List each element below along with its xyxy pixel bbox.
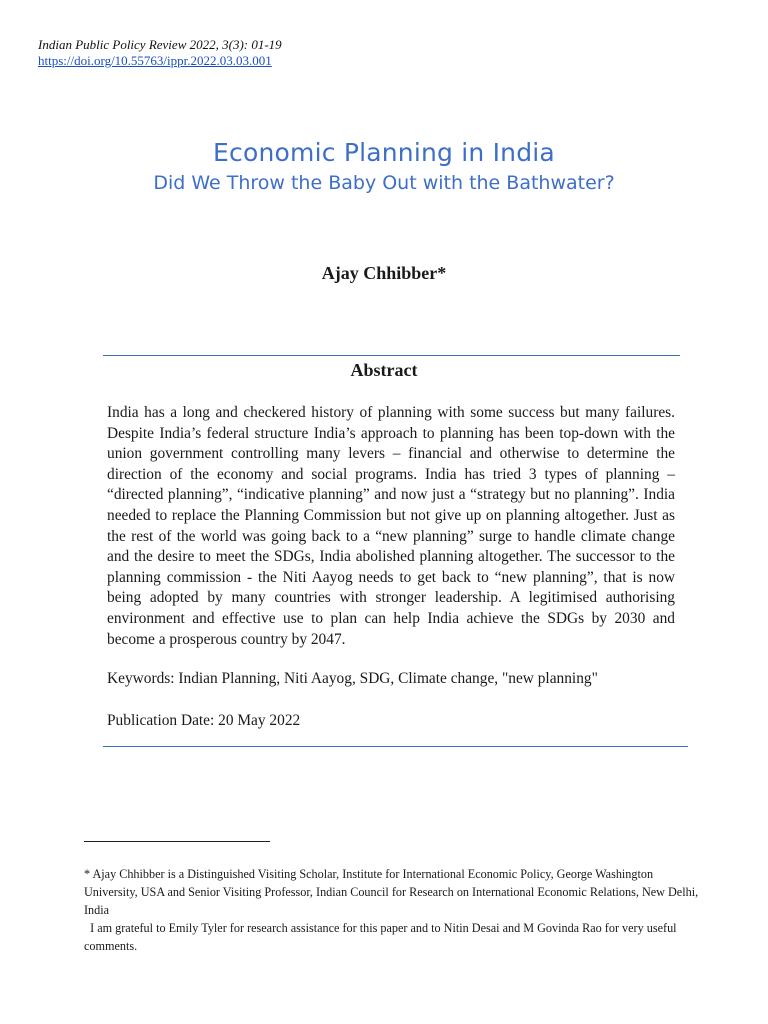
publication-date: Publication Date: 20 May 2022 bbox=[107, 712, 301, 729]
doi-link[interactable]: https://doi.org/10.55763/ippr.2022.03.03.001 bbox=[38, 53, 272, 68]
acknowledgement-footnote: I am grateful to Emily Tyler for research assistance for this paper and to Nitin Desai and M Govinda Rao for very useful comments. bbox=[84, 921, 680, 953]
author-footnote: * Ajay Chhibber is a Distinguished Visiting Scholar, Institute for International Economic Policy, George Washington University, USA and Senior Visiting Professor, Indian Council for Research on International Economic Relations, New Delhi, India bbox=[84, 867, 699, 917]
keywords: Keywords: Indian Planning, Niti Aayog, SDG, Climate change, "new planning" bbox=[107, 670, 598, 687]
abstract-heading: Abstract bbox=[350, 360, 418, 380]
author-name: Ajay Chhibber* bbox=[321, 263, 447, 283]
paper-title: Economic Planning in India bbox=[213, 138, 555, 167]
journal-citation: Indian Public Policy Review 2022, 3(3): 01-19 bbox=[38, 37, 282, 52]
abstract-bottom-divider bbox=[103, 746, 688, 747]
paper-subtitle: Did We Throw the Baby Out with the Bathwater? bbox=[153, 172, 615, 194]
abstract-body: India has a long and checkered history of planning with some success but many failures. Despite India’s federal structure India’s approach to planning has been top-down with the union government controlling many levers – financial and otherwise to determine the direction of the economy and social programs. India has tried 3 types of planning – “directed planning”, “indicative planning” and now just a “strategy but no planning”. India needed to replace the Planning Commission but not give up on planning altogether. Just as the rest of the world was going back to a “new planning” surge to handle climate change and the desire to meet the SDGs, India abolished planning altogether. The successor to the planning commission - the Niti Aayog needs to get back to “new planning”, that is now being adopted by many countries with stronger leadership. A legitimised authorising environment and effective use to plan can help India achieve the SDGs by 2030 and become a prosperous country by 2047. bbox=[107, 404, 675, 648]
abstract-top-divider bbox=[103, 355, 680, 356]
footnote-divider bbox=[84, 841, 270, 842]
